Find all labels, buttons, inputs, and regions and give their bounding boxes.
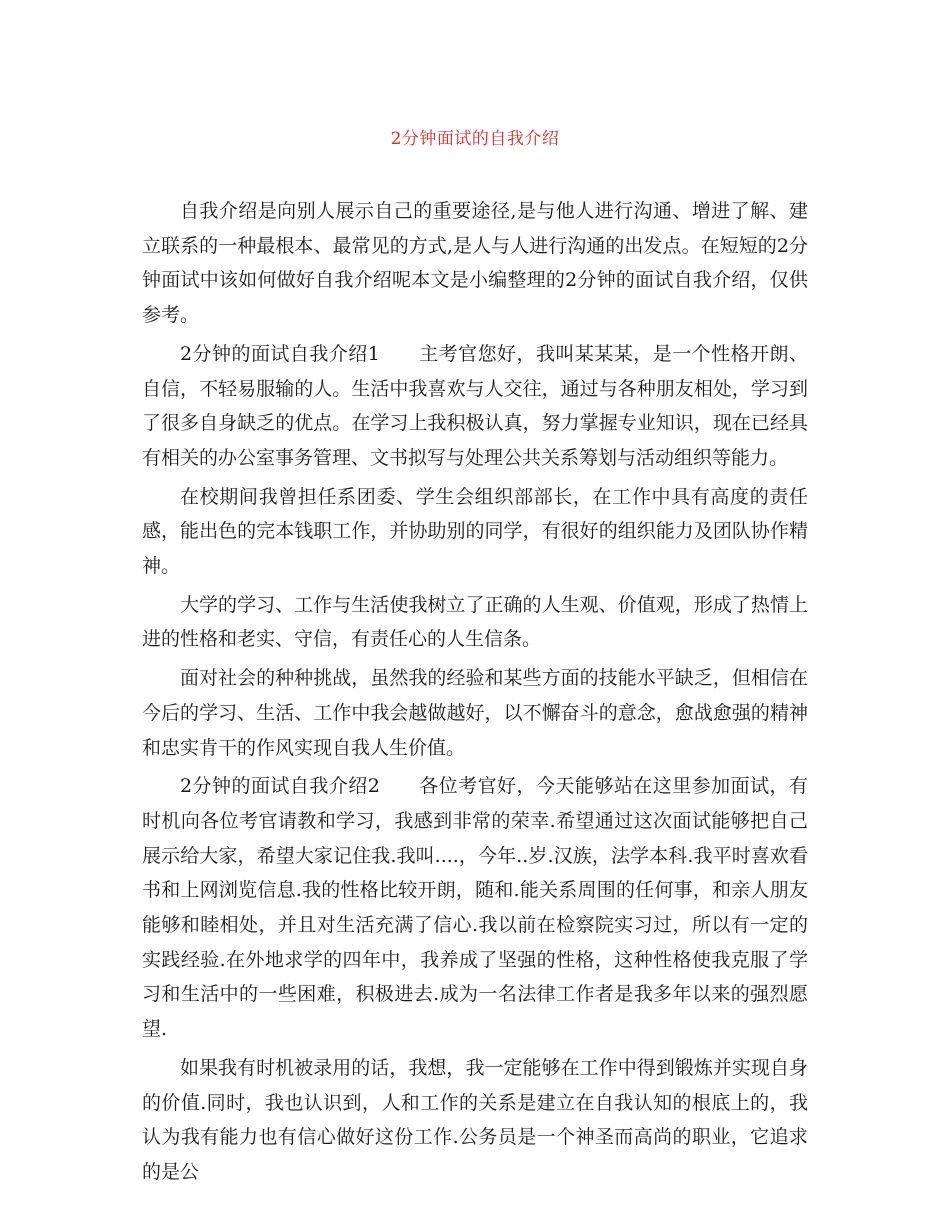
document-body [142, 194, 808, 1194]
paragraph-values: 大学的学习、工作与生活使我树立了正确的人生观、价值观，形成了热情上进的性格和老实、守信，有责任心的人生信条。 [142, 593, 808, 651]
paragraph-sample-2: 2分钟的面试自我介绍2 各位考官好，今天能够站在这里参加面试，有时机向各位考官请教和学习，我感到非常的荣幸.希望通过这次面试能够把自己展示给大家，希望大家记住我.我叫....，今年..岁.汉族，法学本科.我平时喜欢看书和上网浏览信息.我的性格比较开朗，随和.能关系周围的任何事，和亲人朋友能够和睦相处，并且对生活充满了信心.我以前在检察院实习过，所以有一定的实践经验.在外地求学的四年中，我养成了坚强的性格，这种性格使我克服了学习和生活中的一些困难，积极进去.成为一名法律工作者是我多年以来的强烈愿望. [142, 775, 808, 1041]
paragraph-sample-1: 2分钟的面试自我介绍1 主考官您好，我叫某某某，是一个性格开朗、自信，不轻易服输的人。生活中我喜欢与人交往，通过与各种朋友相处，学习到了很多自身缺乏的优点。在学习上我积极认真，努力掌握专业知识，现在已经具有相关的办公室事务管理、文书拟写与处理公共关系筹划与活动组织等能力。 [142, 342, 808, 469]
paragraph-career-goal: 如果我有时机被录用的话，我想，我一定能够在工作中得到锻炼并实现自身的价值.同时，我也认识到，人和工作的关系是建立在自我认知的根底上的，我认为我有能力也有信心做好这份工作.公务员是一个神圣而高尚的职业，它追求的是公 [142, 1056, 808, 1183]
document-title: 2分钟面试的自我介绍 [390, 129, 560, 149]
paragraph-intro: 自我介绍是向别人展示自己的重要途径,是与他人进行沟通、增进了解、建立联系的一种最根本、最常见的方式,是人与人进行沟通的出发点。在短短的2分钟面试中该如何做好自我介绍呢本文是小编整理的2分钟的面试自我介绍，仅供参考。 [142, 200, 808, 327]
paragraph-challenges: 面对社会的种种挑战，虽然我的经验和某些方面的技能水平缺乏，但相信在今后的学习、生活、工作中我会越做越好，以不懈奋斗的意念，愈战愈强的精神和忠实肯干的作风实现自我人生价值。 [142, 667, 808, 759]
paragraph-campus-experience: 在校期间我曾担任系团委、学生会组织部部长，在工作中具有高度的责任感，能出色的完本钱职工作，并协助别的同学，有很好的组织能力及团队协作精神。 [142, 485, 808, 578]
